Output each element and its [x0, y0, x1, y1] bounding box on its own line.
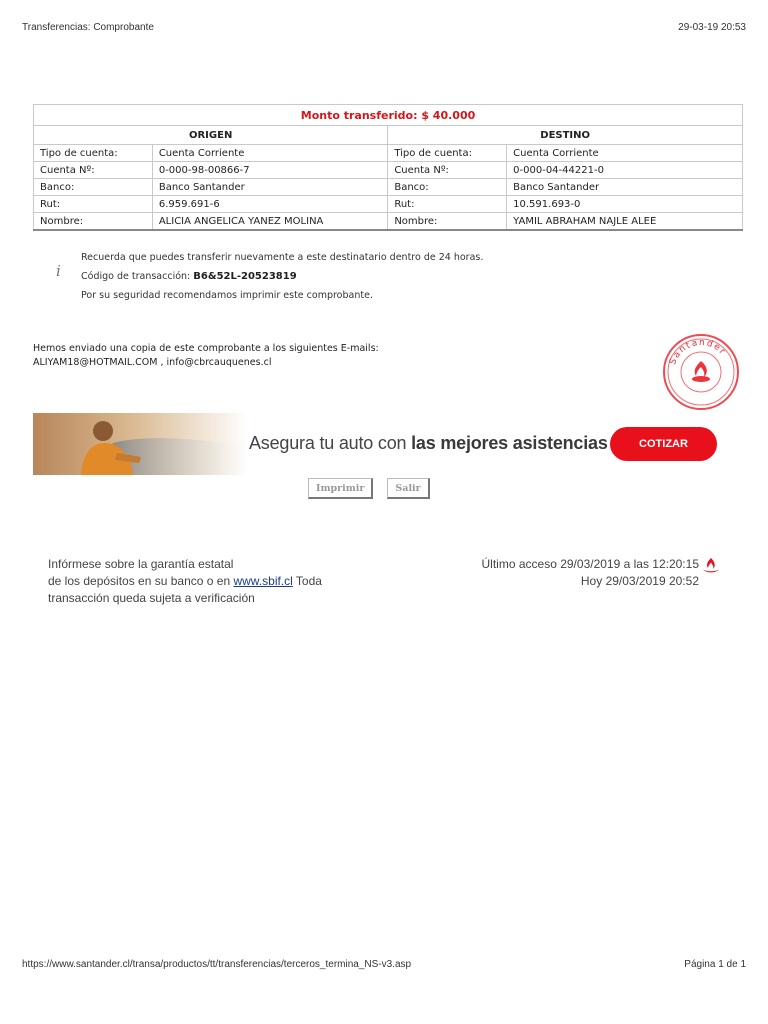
- email-list: ALIYAM18@HOTMAIL.COM , info@cbrcauquenes.cl: [33, 357, 272, 368]
- destination-rut-value: 10.591.693-0: [507, 196, 743, 213]
- email-notice: [33, 342, 379, 370]
- origin-heading: ORIGEN: [34, 126, 388, 145]
- origin-account-number-value: 0-000-98-00866-7: [152, 162, 388, 179]
- transfer-amount: Monto transferido: $ 40.000: [34, 105, 743, 126]
- transaction-code-label: Código de transacción:: [81, 271, 191, 282]
- guarantee-line-2-prefix: de los depósitos en su banco o en: [48, 574, 234, 588]
- exit-button[interactable]: Salir: [387, 478, 429, 499]
- page-number: Página 1 de 1: [684, 959, 746, 970]
- destination-rut-label: Rut:: [388, 196, 507, 213]
- origin-name-label: Nombre:: [34, 213, 153, 231]
- stamp-text: Santander: [668, 337, 728, 367]
- origin-account-type-label: Tipo de cuenta:: [34, 145, 153, 162]
- table-row: [34, 145, 743, 162]
- guarantee-line-2-suffix: Toda: [292, 574, 322, 588]
- page-url: https://www.santander.cl/transa/productos/tt/transferencias/terceros_termina_NS-v3.asp: [22, 959, 412, 970]
- transfer-voucher-table: [33, 104, 743, 231]
- today-date: Hoy 29/03/2019 20:52: [580, 574, 699, 588]
- guarantee-line-1: Infórmese sobre la garantía estatal: [48, 557, 234, 571]
- origin-bank-value: Banco Santander: [152, 179, 388, 196]
- santander-stamp-icon: [662, 333, 740, 411]
- table-row: [34, 213, 743, 231]
- transaction-code-line: [81, 267, 483, 286]
- destination-heading: DESTINO: [388, 126, 743, 145]
- origin-rut-value: 6.959.691-6: [152, 196, 388, 213]
- guarantee-line-3: transacción queda sujeta a verificación: [48, 591, 255, 605]
- print-header-datetime: 29-03-19 20:53: [678, 22, 746, 33]
- destination-account-type-label: Tipo de cuenta:: [388, 145, 507, 162]
- banner-headline: [249, 433, 608, 454]
- table-row: [34, 196, 743, 213]
- banner-photo: [33, 413, 248, 475]
- origin-rut-label: Rut:: [34, 196, 153, 213]
- destination-name-label: Nombre:: [388, 213, 507, 231]
- santander-flame-icon: [701, 557, 721, 574]
- print-footer: [22, 959, 746, 970]
- table-row: [34, 179, 743, 196]
- destination-account-number-value: 0-000-04-44221-0: [507, 162, 743, 179]
- action-buttons: [308, 478, 430, 499]
- banner-text-bold: las mejores asistencias: [411, 433, 608, 453]
- origin-name-value: ALICIA ANGELICA YANEZ MOLINA: [152, 213, 388, 231]
- info-notice: [56, 248, 483, 305]
- access-info: [482, 556, 699, 590]
- transaction-code-value: B6&52L-20523819: [193, 271, 297, 282]
- origin-bank-label: Banco:: [34, 179, 153, 196]
- sbif-link[interactable]: www.sbif.cl: [233, 574, 293, 588]
- insurance-banner[interactable]: [33, 413, 743, 475]
- destination-name-value: YAMIL ABRAHAM NAJLE ALEE: [507, 213, 743, 231]
- last-access: Último acceso 29/03/2019 a las 12:20:15: [481, 557, 699, 571]
- deposit-guarantee-notice: [48, 556, 322, 607]
- banner-text-light: Asegura tu auto con: [249, 433, 412, 453]
- destination-bank-label: Banco:: [388, 179, 507, 196]
- info-icon: i: [56, 262, 61, 280]
- origin-account-type-value: Cuenta Corriente: [152, 145, 388, 162]
- quote-button[interactable]: COTIZAR: [610, 427, 717, 461]
- resend-notice: Recuerda que puedes transferir nuevamente a este destinatario dentro de 24 horas.: [81, 252, 484, 263]
- destination-bank-value: Banco Santander: [507, 179, 743, 196]
- print-recommendation: Por su seguridad recomendamos imprimir este comprobante.: [81, 290, 373, 301]
- print-header: [22, 22, 746, 33]
- guarantee-line-2: [48, 573, 322, 590]
- origin-account-number-label: Cuenta Nº:: [34, 162, 153, 179]
- email-intro: Hemos enviado una copia de este comprobante a los siguientes E-mails:: [33, 343, 379, 354]
- print-button[interactable]: Imprimir: [308, 478, 373, 499]
- print-header-title: Transferencias: Comprobante: [22, 22, 154, 33]
- destination-account-type-value: Cuenta Corriente: [507, 145, 743, 162]
- destination-account-number-label: Cuenta Nº:: [388, 162, 507, 179]
- table-row: [34, 162, 743, 179]
